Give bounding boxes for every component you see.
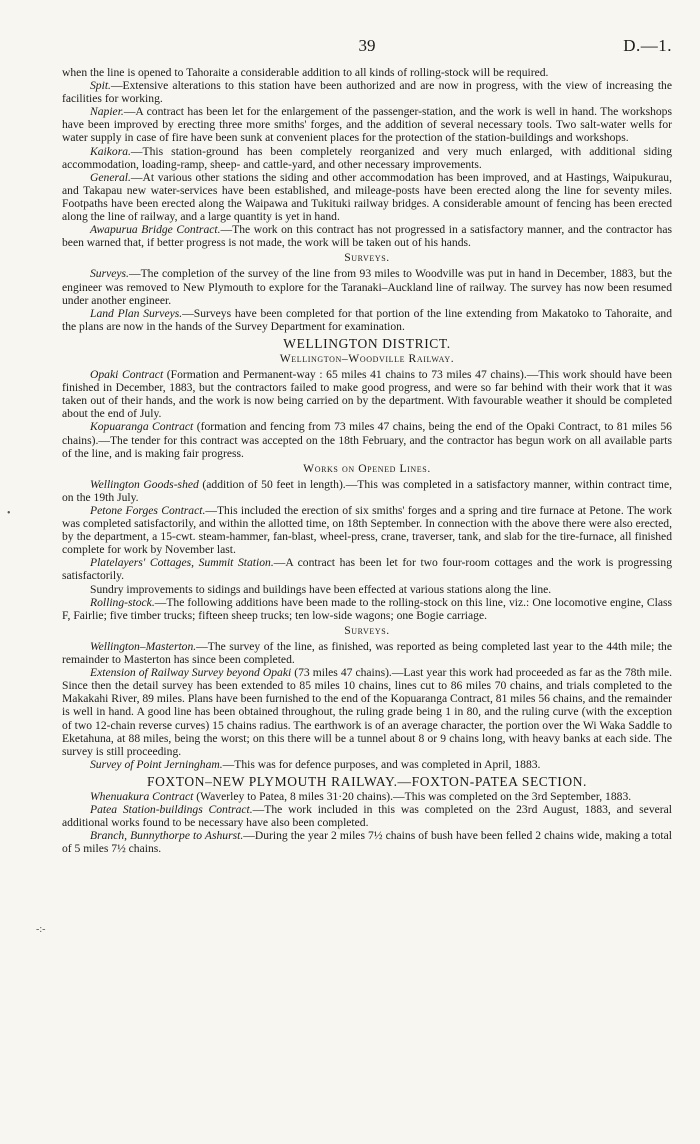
paragraph-masterton: Wellington–Masterton.—The survey of the line, as finished, was reported as being completed last year to the 44th mile; the remainder to Masterton has since been completed. — [62, 639, 672, 667]
section-heading-works: Works on Opened Lines. — [303, 461, 431, 475]
paragraph: when the line is opened to Tahoraite a considerable addition to all kinds of rolling-stock will be required. — [62, 66, 549, 79]
paragraph-surveys: Surveys.—The completion of the survey of the line from 93 miles to Woodville was put in hand in December, 1883, but the engineer was removed to New Plymouth to explore for the Taranaki–Auckland line of railway. The survey has now been resumed under another engineer. — [62, 267, 672, 307]
paragraph-petone: Petone Forges Contract.—This included the erection of six smiths' forges and a spring and tire furnace at Petone. The work was completed satisfactorily, and within the allotted time, on 18th September. In connection with the above there were also erected, by the department, a 15-cwt. steam-hammer, fan-blast, wheel-press, crane, traverser, tank, and slab for the tire-furnace, all finished complete for work by November last. — [62, 504, 672, 557]
paragraph-patea: Patea Station-buildings Contract.—The work included in this was completed on the 23rd August, 1883, and several additional works found to be necessary have also been completed. — [62, 803, 672, 830]
document-body — [62, 66, 672, 855]
paragraph-general: General.—At various other stations the siding and other accommodation has been improved, and at Hastings, Waipukurau, and Takapau new water-services have been established, and mileage-posts have been erected along the line for seventy miles. Footpaths have been erected along the Waipawa and Tukituki railway bridges. A considerable amount of fencing has been erected along the line of railway, and a large quantity is yet in hand. — [62, 170, 672, 224]
paragraph-spit: Spit.—Extensive alterations to this station have been authorized and are now in progress, with the view of increasing the facilities for working. — [62, 79, 672, 106]
paragraph-kaikora: Kaikora.—This station-ground has been completely reorganized and very much enlarged, with additional siding accommodation, loading-ramp, sheep- and cattle-yard, and other necessary improvements. — [62, 144, 672, 171]
paragraph-goods-shed: Wellington Goods-shed (addition of 50 feet in length).—This was completed in a satisfactory manner, within contract time, on the 19th July. — [62, 477, 672, 504]
section-heading-surveys-2: Surveys. — [344, 623, 390, 637]
margin-speck: • — [7, 508, 11, 519]
page-number: 39 — [358, 36, 376, 55]
paragraph-whenuakura: Whenuakura Contract (Waverley to Patea, 8 miles 31·20 chains).—This was completed on the 3rd September, 1883. — [90, 789, 632, 803]
paragraph-rolling-stock: Rolling-stock.—The following additions have been made to the rolling-stock on this line, viz.: One locomotive engine, Class F, Fairlie; five timber trucks; fifteen sheep trucks; ten low-side wagons; one Bogie carriage. — [62, 595, 672, 622]
paragraph-land-plan: Land Plan Surveys.—Surveys have been completed for that portion of the line extending from Makatoko to Tahoraite, and the plans are now in the hands of the Survey Department for examination. — [62, 306, 672, 333]
section-heading-surveys: Surveys. — [344, 251, 390, 265]
paragraph-sundry: Sundry improvements to sidings and buildings have been effected at various stations along the line. — [90, 582, 552, 596]
railway-heading: Wellington–Woodville Railway. — [279, 351, 455, 365]
margin-speck: -:- — [36, 924, 46, 935]
paragraph-opaki: Opaki Contract (Formation and Permanent-way : 65 miles 41 chains to 73 miles 47 chains).—This work should have been finished in December, 1883, but the contractors failed to make good progress, and were so far behind with their work that it was taken out of their hands, and the work is now being carried on by the department. With favourable weather it should be completed about the end of July. — [62, 368, 672, 421]
page-header — [62, 36, 672, 66]
paragraph-bunnythorpe: Branch, Bunnythorpe to Ashurst.—During the year 2 miles 7½ chains of bush have been felled 2 chains wide, making a total of 5 miles 7½ chains. — [62, 829, 672, 856]
railway-section-heading: FOXTON–NEW PLYMOUTH RAILWAY.—FOXTON-PATEA SECTION. — [146, 773, 588, 789]
paragraph-awapurua: Awapurua Bridge Contract.—The work on this contract has not progressed in a satisfactory manner, and the contractor has been warned that, if better progress is not made, the work will be taken out of his hands. — [62, 223, 672, 250]
paragraph-napier: Napier.—A contract has been let for the enlargement of the passenger-station, and the work is well in hand. The workshops have been improved by erecting three more smiths' forges, and the addition of several necessary tools. Two salt-water wells for water supply in case of fire have been sunk at convenient places for the protection of the station-buildings and workshops. — [62, 105, 672, 145]
paragraph-kopuaranga: Kopuaranga Contract (formation and fencing from 73 miles 47 chains, being the end of the Opaki Contract, to 81 miles 56 chains).—The tender for this contract was accepted on the 18th February, and the contractor has begun work on all available parts of the line, and is making fair progress. — [62, 420, 672, 460]
paragraph-cottages: Platelayers' Cottages, Summit Station.—A contract has been let for two four-room cottages and the work is progressing satisfactorily. — [62, 556, 672, 583]
paragraph-extension: Extension of Railway Survey beyond Opaki (73 miles 47 chains).—Last year this work had proceeded as far as the 78th mile. Since then the detail survey has been extended to 85 miles 10 chains, lines cut to 86 miles 70 chains, and trials completed to the Makakahi River, 89 miles. Plans have been furnished to the end of the Kopuaranga Contract, 81 miles 56 chains, and the remainder is well in hand. A good line has been obtained throughout, the ruling grade being 1 in 80, and the ruling curve (with the exception of two 12-chain reverse curves) 15 chains radius. The earthwork is of an average character, the portion over the Wi Waka Saddle to Eketahuna, at 88 miles, being the worst; on this there will be a tunnel about 8 or 9 chains long, with heavy banks at each side. The survey is still proceeding. — [62, 666, 672, 758]
document-reference: D.—1. — [623, 36, 672, 55]
paragraph-jerningham: Survey of Point Jerningham.—This was for defence purposes, and was completed in April, 1883. — [90, 757, 541, 771]
district-heading: WELLINGTON DISTRICT. — [283, 335, 451, 351]
